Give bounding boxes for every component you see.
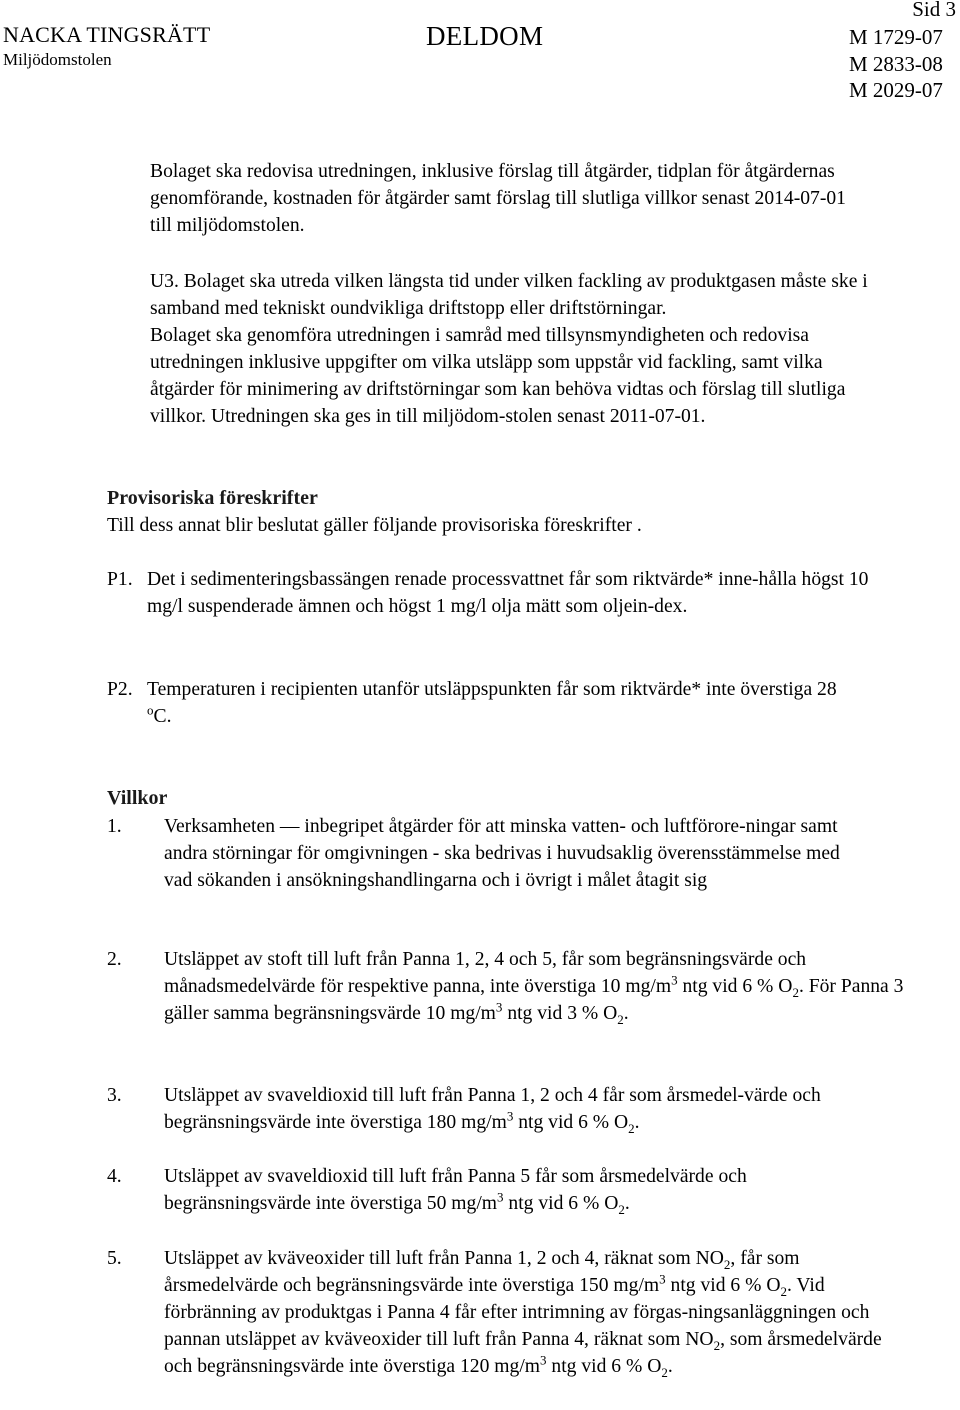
condition-text: Utsläppet av svaveldioxid till luft från Panna 5 får som årsmedelvärde och begränsningsvärde inte överstiga 50 $mg/m^3$ ntg vid 6 % $O_2$. [164,1166,747,1217]
conditions-heading: Villkor [107,787,168,809]
case-number: M 1729-07 [849,25,943,49]
condition-number: 4. [107,1166,122,1187]
page-header [0,0,960,110]
condition-4 [107,1163,907,1217]
provision-p1 [107,566,897,620]
provision-p2 [107,676,897,730]
condition-text: Verksamheten — inbegripet åtgärder för att minska vatten- och luftförore-ningar samt andra störningar för omgivningen - ska bedrivas i huvudsaklig överensstämmelse med vad sökanden i ansökningshandlingarna och i övrigt i målet åtagit sig [164,816,840,891]
document-type: DELDOM [426,21,544,51]
u3-label: U3. [150,271,179,292]
p1-label: P1. [107,569,133,590]
condition-2 [107,946,907,1027]
condition-3 [107,1082,907,1136]
provisional-intro: Till dess annat blir beslutat gäller följande provisoriska föreskrifter . [107,515,642,536]
condition-number: 3. [107,1085,122,1106]
case-numbers [849,24,943,104]
condition-text: Utsläppet av kväveoxider till luft från Panna 1, 2 och 4, räknat som $NO_2$, får som årsmedelvärde och begränsningsvärde inte överstiga 150 $mg/m^3$ ntg vid 6 % $O_2$. Vid förbränning av produktgas i Panna 4 får efter intrimning av förgas-ningsanläggningen och pannan utsläppet av kväveoxider till luft från Panna 4, räknat som $NO_2$, som årsmedelvärde och begränsningsvärde inte överstiga 120 $mg/m^3$ ntg vid 6 % $O_2$. [164,1248,882,1380]
page-number: Sid 3 [912,0,956,21]
u3-text-a: U3. Bolaget ska utreda vilken längsta tid under vilken fackling av produktgasen måste ske i samband med tekniskt oundvikliga driftstopp eller driftstörningar. [150,271,868,319]
p1-text: Det i sedimenteringsbassängen renade processvattnet får som riktvärde* inne-hålla högst 10 mg/l suspenderade ämnen och högst 1 mg/l olja mätt som oljein-dex. [147,569,869,617]
condition-5 [107,1245,907,1380]
court-name: NACKA TINGSRÄTT [3,22,211,47]
intro-paragraph: Bolaget ska redovisa utredningen, inklusive förslag till åtgärder, tidplan för åtgärdernas genomförande, kostnaden för åtgärder samt förslag till slutliga villkor senast 2014-07-01 till miljödomstolen. [150,161,846,236]
u3-text-b: Bolaget ska genomföra utredningen i samråd med tillsynsmyndigheten och redovisa utredningen inklusive uppgifter om vilka utsläpp som uppstår vid fackling, samt vilka åtgärder för minimering av driftstörningar som kan behöva vidtas och förslag till slutliga villkor. Utredningen ska ges in till miljödom-stolen senast 2011-07-01. [150,325,846,427]
p2-text: Temperaturen i recipienten utanför utsläppspunkten får som riktvärde* inte överstiga 28 $^o$C. [147,679,837,727]
provisional-heading: Provisoriska föreskrifter [107,487,318,509]
case-number: M 2833-08 [849,51,943,76]
condition-text: Utsläppet av stoft till luft från Panna 1, 2, 4 och 5, får som begränsningsvärde och månadsmedelvärde för respektive panna, inte överstiga 10 $mg/m^3$ ntg vid 6 % $O_2$. För Panna 3 gäller samma begränsningsvärde 10 $mg/m^3$ ntg vid 3 % $O_2$. [164,949,904,1027]
p2-label: P2. [107,679,133,700]
court-department: Miljödomstolen [3,50,112,69]
requirement-u3 [150,268,890,430]
condition-number: 2. [107,949,122,970]
condition-text: Utsläppet av svaveldioxid till luft från Panna 1, 2 och 4 får som årsmedel-värde och begränsningsvärde inte överstiga 180 $mg/m^3$ ntg vid 6 % $O_2$. [164,1085,821,1136]
case-number: M 2029-07 [849,78,943,102]
condition-number: 1. [107,816,122,837]
condition-1 [107,813,907,894]
condition-number: 5. [107,1248,122,1269]
